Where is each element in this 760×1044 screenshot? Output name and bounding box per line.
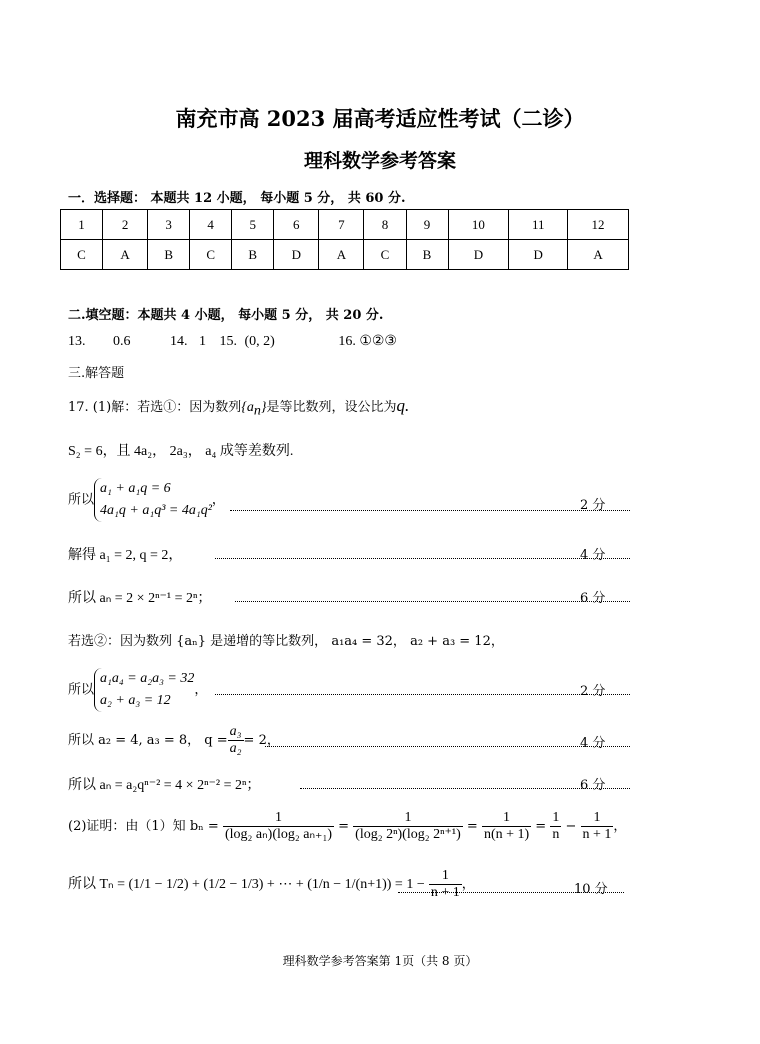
- page-footer: 理科数学参考答案第 1页（共 8 页）: [282, 954, 478, 968]
- math: {a: [241, 400, 254, 415]
- numerator: 1: [482, 810, 531, 827]
- q16-answer: ①②③: [359, 334, 397, 349]
- numerator: 1: [581, 810, 614, 827]
- question-number-cell: 5: [232, 210, 274, 240]
- answer-cell: C: [190, 240, 232, 270]
- p17-line9: 所以 aₙ = a₂qⁿ⁻² = 4 × 2ⁿ⁻² = 2ⁿ；: [68, 778, 261, 793]
- numerator: 1: [223, 810, 334, 827]
- p17-line6: 若选②：因为数列 {aₙ} 是递增的等比数列， a₁a₄ = 32， a₂ + a₃ = 12，: [68, 634, 504, 649]
- fraction: [353, 810, 463, 843]
- equation: a₂ + a₃ = 12: [100, 693, 171, 708]
- text: 所以: [68, 682, 95, 698]
- score-mark: 4 分: [580, 736, 606, 751]
- math: q.: [396, 396, 410, 415]
- equation: a₁a₄ = a₂a₃ = 32: [100, 671, 195, 686]
- denominator: n + 1: [430, 885, 460, 900]
- answer-cell: B: [406, 240, 448, 270]
- math: }: [260, 400, 267, 415]
- page-title: 南充市高 2023 届高考适应性考试（二诊）: [175, 106, 585, 131]
- question-number-row: [61, 210, 629, 240]
- fraction: [581, 810, 614, 843]
- p17-line5: 所以 aₙ = 2 × 2ⁿ⁻¹ = 2ⁿ；: [68, 591, 212, 606]
- answer-cell: D: [274, 240, 319, 270]
- question-number-cell: 3: [148, 210, 190, 240]
- numerator: 1: [429, 868, 462, 885]
- dot-leader: [215, 558, 630, 559]
- p17-system2: 所以a₁a₄ = a₂a₃ = 32 a₂ + a₃ = 12，: [68, 668, 207, 712]
- numerator: 1: [353, 810, 463, 827]
- text: 所以 a₂ = 4, a₃ = 8， q =: [68, 733, 228, 748]
- equation: a₁ + a₁q = 6: [100, 481, 171, 496]
- text: 所以: [68, 492, 95, 508]
- text: 是等比数列，设公比为: [266, 400, 397, 415]
- text: = 2，: [243, 733, 280, 748]
- q13-label: 13.: [68, 334, 86, 349]
- denominator: n: [552, 827, 560, 842]
- denominator: (log₂ 2ⁿ)(log₂ 2ⁿ⁺¹): [355, 827, 461, 842]
- score-mark: 6 分: [580, 778, 606, 793]
- text: ，: [461, 877, 475, 892]
- answer-cell: B: [148, 240, 190, 270]
- equation: 4a₁q + a₁q³ = 4a₁q²: [100, 503, 212, 518]
- score-mark: 2 分: [580, 684, 606, 699]
- question-number-cell: 2: [103, 210, 148, 240]
- question-number-cell: 7: [319, 210, 364, 240]
- q14-label: 14.: [170, 334, 188, 349]
- p17-line8: [68, 724, 280, 757]
- page-subtitle: 理科数学参考答案: [303, 150, 456, 172]
- score-mark: 6 分: [580, 591, 606, 606]
- text: (2)证明：由（1）知 bₙ =: [68, 819, 219, 834]
- p17-part2: (2)证明：由（1）知 bₙ = $\frac{1}{\text{(log₂ aₙ)(log₂ aₙ₊₁)}}$ = $\frac{1}{\text{(log₂ 2ⁿ)(log₂ 2ⁿ⁺¹)}}$ = $\frac{1}{n(n + 1)}$ = $\frac{1}{n}$ − $\frac{1}{n + 1}$ ，: [68, 810, 627, 842]
- answer-cell: D: [509, 240, 568, 270]
- section-fill-heading: 二.填空题：本题共 4 小题， 每小题 5 分， 共 20 分.: [68, 308, 384, 323]
- answer-cell: A: [103, 240, 148, 270]
- q15-answer: (0, 2): [244, 334, 275, 349]
- fraction: [223, 810, 334, 843]
- question-number-cell: 6: [274, 210, 319, 240]
- answer-cell: D: [448, 240, 509, 270]
- fraction: [550, 810, 561, 843]
- answer-cell: B: [232, 240, 274, 270]
- question-number-cell: 8: [364, 210, 406, 240]
- question-number-cell: 1: [61, 210, 103, 240]
- score-mark: 2 分: [580, 498, 606, 513]
- score-mark: 10 分: [574, 882, 608, 897]
- dot-leader: [265, 746, 630, 747]
- dot-leader: [230, 510, 630, 511]
- choice-answer-table: [60, 209, 629, 270]
- numerator: a₃: [229, 724, 242, 739]
- q16-label: 16.: [338, 334, 356, 349]
- answer-cell: C: [364, 240, 406, 270]
- equation-system: [94, 478, 212, 522]
- p17-line1: [68, 396, 409, 420]
- answer-row: [61, 240, 629, 270]
- section-solve-heading: 三.解答题: [68, 366, 125, 381]
- denominator: n + 1: [582, 827, 612, 842]
- question-number-cell: 12: [568, 210, 629, 240]
- question-number-cell: 4: [190, 210, 232, 240]
- answer-cell: A: [568, 240, 629, 270]
- numerator: 1: [552, 810, 560, 825]
- p17-tn-line: [68, 868, 475, 901]
- q14-answer: 1: [199, 334, 206, 349]
- question-number-cell: 9: [406, 210, 448, 240]
- fill-answers: [68, 333, 397, 350]
- p17-line2: S₂ = 6，且 4a₂， 2a₃， a₄ 成等差数列.: [68, 444, 294, 459]
- math: n: [253, 403, 261, 419]
- fraction: [429, 868, 462, 901]
- score-mark: 4 分: [580, 548, 606, 563]
- fraction: [482, 810, 531, 843]
- answer-cell: C: [61, 240, 103, 270]
- p17-line4: 解得 a₁ = 2, q = 2，: [68, 548, 183, 563]
- question-number-cell: 11: [509, 210, 568, 240]
- q13-answer: 0.6: [113, 334, 131, 349]
- fraction: [228, 724, 244, 757]
- denominator: n(n + 1): [483, 827, 530, 842]
- q15-label: 15.: [219, 334, 237, 349]
- denominator: a₂: [229, 741, 242, 756]
- text: 所以 Tₙ = (1/1 − 1/2) + (1/2 − 1/3) + ⋯ + (1/n − 1/(n+1)) = 1 −: [68, 877, 425, 892]
- dot-leader: [235, 601, 630, 602]
- text: 17. (1)解：若选①：因为数列: [68, 400, 242, 415]
- denominator: (log₂ aₙ)(log₂ aₙ₊₁): [224, 827, 332, 842]
- answer-cell: A: [319, 240, 364, 270]
- equation-system: [94, 668, 194, 712]
- p17-system1: 所以a₁ + a₁q = 6 4a₁q + a₁q³ = 4a₁q²，: [68, 478, 225, 522]
- question-number-cell: 10: [448, 210, 509, 240]
- section-choice-heading: 一．选择题： 本题共 12 小题， 每小题 5 分， 共 60 分.: [68, 191, 406, 206]
- dot-leader: [215, 694, 630, 695]
